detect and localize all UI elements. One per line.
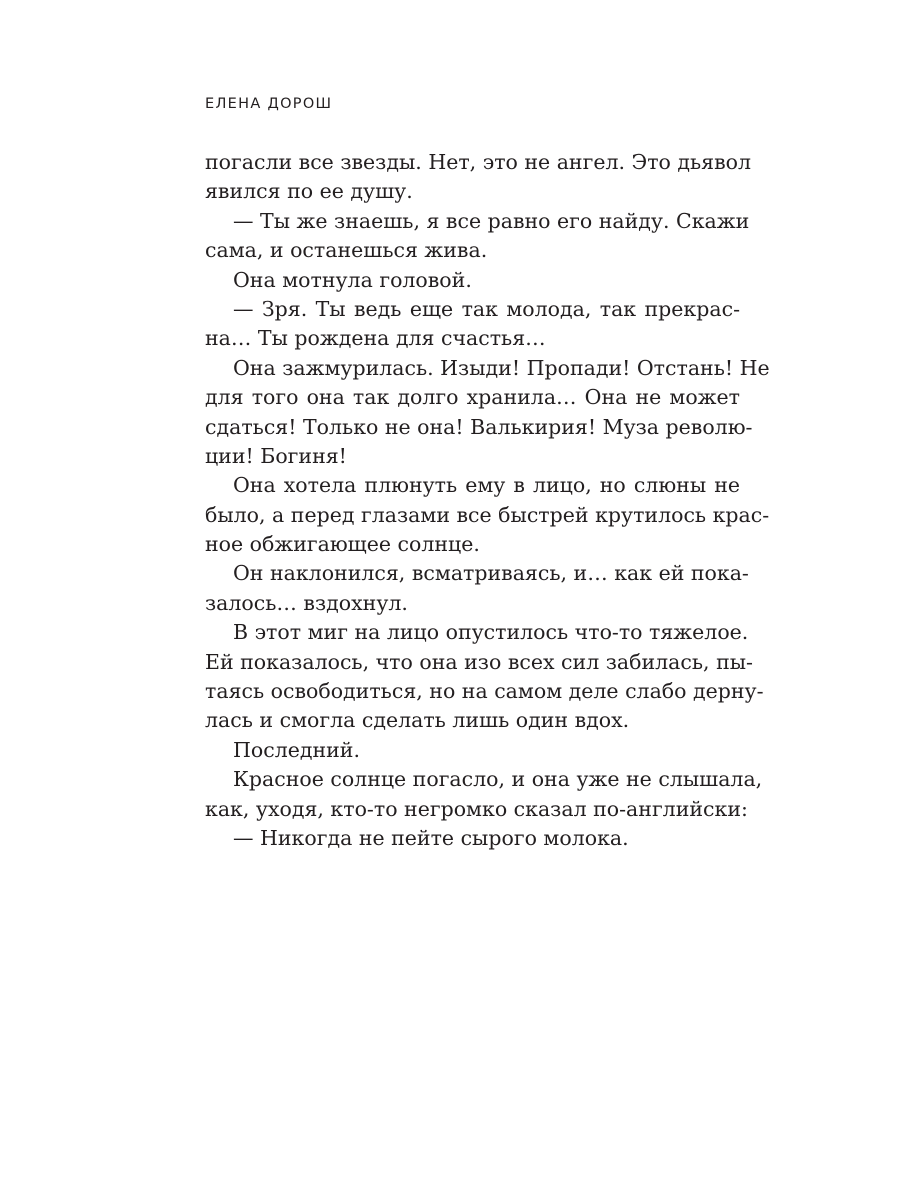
text-line: для того она так долго хранила… Она не может: [205, 385, 740, 410]
text-line: Последний.: [233, 737, 360, 762]
text-line: лась и смогла сделать лишь один вдох.: [205, 708, 630, 733]
text-line: погасли все звезды. Нет, это не ангел. Это дьявол: [205, 150, 752, 174]
text-line: сама, и останешься жива.: [205, 238, 488, 263]
text-line: В этот миг на лицо опустилось что-то тяжелое.: [233, 620, 749, 645]
text-line: Она зажмурилась. Изыди! Пропади! Отстань! Не: [233, 355, 770, 380]
text-line: залось… вздохнул.: [205, 590, 408, 615]
body-text: [205, 148, 770, 853]
text-line: сдаться! Только не она! Валькирия! Муза револю-: [205, 414, 753, 439]
text-line: Она мотнула головой.: [233, 267, 472, 292]
text-line: явился по ее душу.: [205, 179, 413, 204]
text-line: ции! Богиня!: [205, 443, 347, 468]
text-line: Красное солнце погасло, и она уже не слышала,: [233, 767, 763, 792]
text-line: ное обжигающее солнце.: [205, 532, 480, 557]
text-line: Ей показалось, что она изо всех сил забилась, пы-: [205, 649, 753, 674]
text-line: Она хотела плюнуть ему в лицо, но слюны не: [233, 473, 740, 498]
text-line: Он наклонился, всматриваясь, и… как ей пока-: [233, 561, 749, 586]
text-line: — Никогда не пейте сырого молока.: [233, 825, 629, 850]
text-line: на… Ты рождена для счастья…: [205, 326, 546, 351]
text-line: как, уходя, кто-то негромко сказал по-английски:: [205, 796, 748, 821]
text-line: было, а перед глазами все быстрей крутилось крас-: [205, 502, 770, 527]
text-line: таясь освободиться, но на самом деле слабо дерну-: [205, 679, 764, 704]
running-head-author: ЕЛЕНА ДОРОШ: [205, 96, 333, 112]
text-line: — Зря. Ты ведь еще так молода, так прекрас-: [233, 296, 740, 321]
text-line: — Ты же знаешь, я все равно его найду. Скажи: [233, 208, 750, 233]
